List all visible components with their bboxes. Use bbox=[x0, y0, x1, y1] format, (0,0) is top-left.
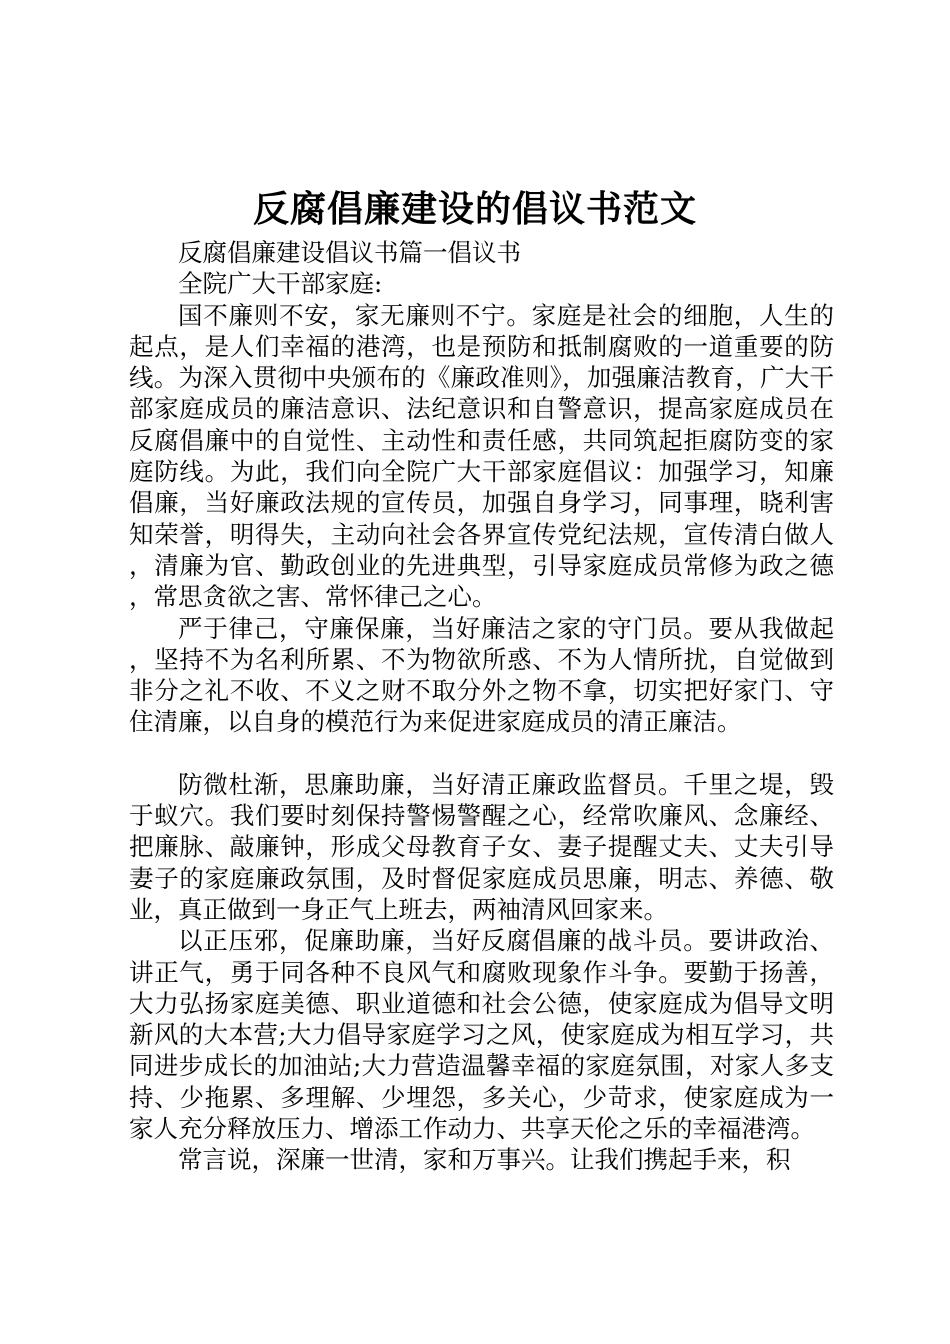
paragraph-righteousness: 以正压邪，促廉助廉，当好反腐倡廉的战斗员。要讲政治、讲正气，勇于同各种不良风气和腐败现象作斗争。要勤于扬善，大力弘扬家庭美德、职业道德和社会公德，使家庭成为倡导文明新风的大本营;大力倡导家庭学习之风，使家庭成为相互学习，共同进步成长的加油站;大力营造温馨幸福的家庭氛围，对家人多支持、少拖累、多理解、少埋怨，多关心，少苛求，使家庭成为一家人充分释放压力、增添工作动力、共享天伦之乐的幸福港湾。 bbox=[129, 926, 834, 1144]
paragraph-prevention: 防微杜渐，思廉助廉，当好清正廉政监督员。千里之堤，毁于蚁穴。我们要时刻保持警惕警醒之心，经常吹廉风、念廉经、把廉脉、敲廉钟，形成父母教育子女、妻子提醒丈夫、丈夫引导妻子的家庭廉政氛围，及时督促家庭成员思廉，明志、养德、敬业，真正做到一身正气上班去，两袖清风回家来。 bbox=[129, 769, 834, 924]
paragraph-intro: 国不廉则不安，家无廉则不宁。家庭是社会的细胞，人生的起点，是人们幸福的港湾，也是预防和抵制腐败的一道重要的防线。为深入贯彻中央颁布的《廉政准则》，加强廉洁教育，广大干部家庭成员的廉洁意识、法纪意识和自警意识，提高家庭成员在反腐倡廉中的自觉性、主动性和责任感，共同筑起拒腐防变的家庭防线。为此，我们向全院广大干部家庭倡议：加强学习，知廉倡廉，当好廉政法规的宣传员，加强自身学习，同事理，晓利害知荣誉，明得失，主动向社会各界宣传党纪法规，宣传清白做人，清廉为官、勤政创业的先进典型，引导家庭成员常修为政之德，常思贪欲之害、常怀律己之心。 bbox=[129, 300, 834, 612]
document-title: 反腐倡廉建设的倡议书范文 bbox=[252, 188, 697, 230]
paragraph-closing: 常言说，深廉一世清，家和万事兴。让我们携起手来，积 bbox=[178, 1145, 791, 1175]
paragraph-salutation: 全院广大干部家庭: bbox=[178, 269, 383, 299]
paragraph-subtitle: 反腐倡廉建设倡议书篇一倡议书 bbox=[178, 238, 521, 267]
document-body bbox=[129, 237, 834, 1176]
paragraph-self-discipline: 严于律己，守廉保廉，当好廉洁之家的守门员。要从我做起，坚持不为名利所累、不为物欲所惑、不为人情所扰，自觉做到非分之礼不收、不义之财不取分外之物不拿，切实把好家门、守住清廉，以自身的模范行为来促进家庭成员的清正廉洁。 bbox=[129, 613, 834, 737]
